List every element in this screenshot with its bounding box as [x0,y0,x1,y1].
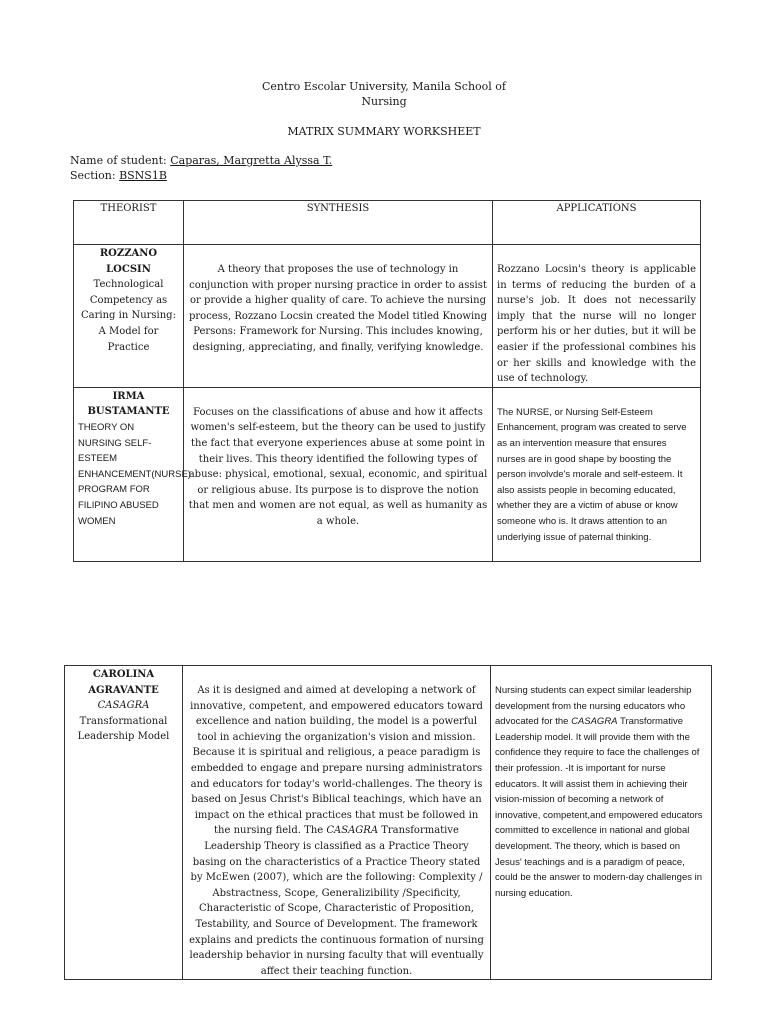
student-name-label: Name of student: [70,154,167,167]
applications-cell [493,387,701,561]
applications-cell [493,245,701,388]
header-theorist: THEORIST [74,201,184,245]
applications-text [495,683,707,901]
synthesis-part: As it is designed and aimed at developing a network of innovative, competent, and empowered educators toward excellence and nation building, the model is a powerful tool in achieving the organization's vision and mission. Because it is spiritual and religious, a peace paradigm is embedded to engage and prepare nursing administrators and educators for today's world-challenges. The theory is based on Jesus Christ's Biblical teachings, which have an impact on the ethical practices that must be followed in the nursing field. The [190,685,483,837]
theorist-name: CAROLINA [92,669,155,680]
header-applications: APPLICATIONS [493,201,701,245]
applications-text: The NURSE, or Nursing Self-Esteem Enhancement, program was created to serve as an intervention measure that ensures nurses are in good shape by boosting the person involvde's morale and self-esteem. It also assists people in becoming educated, whether they are a victim of abuse or know someone who is. It draws attention to an underlying issue of paternal thinking. [497,406,687,543]
university-name: Centro Escolar University, Manila School of [261,80,506,93]
table-header-row [74,201,701,245]
section-line [70,168,167,183]
synthesis-cell [184,245,493,388]
student-name-value: Caparas, Margretta Alyssa T. [170,154,333,167]
synthesis-text: A theory that proposes the use of technology in conjunction with proper nursing practice in order to assist or provide a higher quality of care. To achieve the nursing process, Rozzano Locsin created the Model titled Knowing Persons: Framework for Nursing. This includes knowing, designing, appreciating, and finally, verifying knowledge. [189,264,487,353]
theory-title: Transformational Leadership Model [77,715,170,743]
section-value: BSNS1B [119,169,167,182]
student-name-line [70,153,332,168]
applications-part: Transformative Leadership model. It will provide them with the confidence they require to face the challenges of their profession. -It is important for nurse educators. It will assist them in achieving their vision-mission of becoming a network of innovative, competent,and empowered educators committed to excellence in national and global development. The theory, which is based on Jesus' teachings and is a paradigm of peace, could be the answer to modern-day challenges in nursing education. [495,716,703,899]
theory-acronym: CASAGRA [97,700,150,712]
synthesis-acronym: CASAGRA [326,825,379,837]
school-name: Nursing [361,95,407,108]
table-row [74,245,701,388]
theory-title: Technological Competency as Caring in Nursing: A Model for Practice [81,279,176,353]
theorist-cell [74,245,184,388]
matrix-table [73,200,701,562]
theorist-cell [65,666,183,980]
table-row [74,387,701,561]
theorist-name: ROZZANO [99,248,158,259]
applications-acronym: CASAGRA [571,716,618,728]
theorist-name: AGRAVANTE [88,684,159,696]
table-row [65,666,712,980]
synthesis-cell [184,387,493,561]
section-label: Section: [70,169,116,182]
applications-cell [491,666,712,980]
synthesis-part: Transformative Leadership Theory is classified as a Practice Theory basing on the characteristics of a Practice Theory stated by McEwen (2007), which are the following: Complexity / Abstractness, Scope, Generalizibility /Specificity, Characteristic of Scope, Characteristic of Proposition, Testability, and Source of Development. The framework explains and predicts the continuous formation of nursing leadership behavior in nursing faculty that will eventually affect their teaching function. [189,825,484,977]
theorist-name: IRMA [112,390,145,402]
synthesis-text: Focuses on the classifications of abuse and how it affects women's self-esteem, but the theory can be used to justify the fact that everyone experiences abuse at some point in their lives. This theory identified the following types of abuse: physical, emotional, sexual, economic, and spiritual or religious abuse. Its purpose is to disprove the notion that men and women are not equal, as well as humanity as a whole. [188,406,488,527]
header-synthesis: SYNTHESIS [184,201,493,245]
theorist-cell [74,387,191,561]
synthesis-text [187,683,486,979]
matrix-table-continued [64,665,712,980]
worksheet-title: MATRIX SUMMARY WORKSHEET [287,125,481,138]
theory-title: THEORY ON NURSING SELF-ESTEEM ENHANCEMENT(NURSE) PROGRAM FOR FILIPINO ABUSED WOMEN [78,421,191,527]
theorist-name: BUSTAMANTE [87,406,170,418]
synthesis-cell [183,666,491,980]
applications-text: Rozzano Locsin's theory is applicable in terms of reducing the burden of a nurse's job. It does not necessarily imply that the nurse will no longer perform his or her duties, but it will be easier if the professional combines his or her skills and knowledge with the use of technology. [497,264,696,385]
theorist-name: LOCSIN [106,263,151,275]
applications-part: Nursing students can expect similar leadership development from the nursing educators who advocated for the [495,685,692,728]
